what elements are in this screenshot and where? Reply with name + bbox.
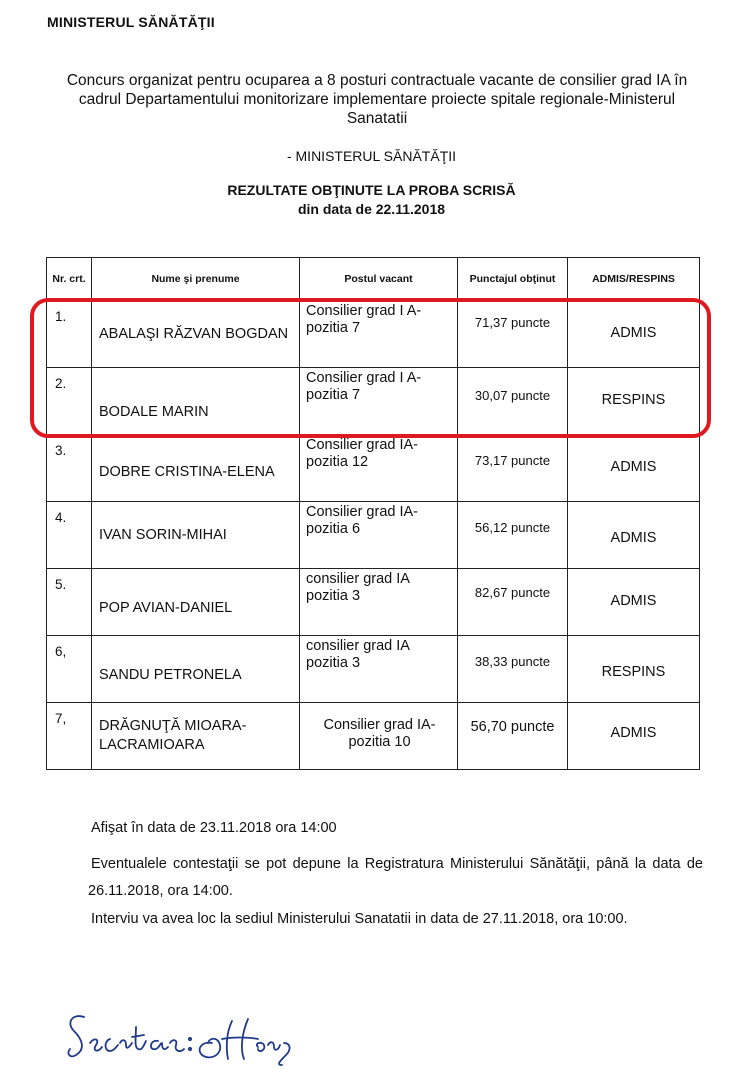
row-result: RESPINS (601, 664, 666, 680)
row-score: 30,07 puncte (474, 388, 551, 403)
contest-text: Eventualele contestaţii se pot depune la Registratura Ministerului Sănătăţii, până la data de (91, 856, 703, 872)
red-highlight-box (30, 298, 711, 438)
row-nr: 2. (55, 376, 67, 391)
row-name: DOBRE CRISTINA-ELENA (99, 463, 275, 480)
table-row (47, 636, 700, 703)
row-score: 56,70 puncte (470, 719, 555, 735)
row-result: RESPINS (601, 392, 666, 408)
row-score: 71,37 puncte (474, 315, 551, 330)
row-post: Consilier grad I A-pozitia 7 (306, 303, 422, 336)
row-score: 56,12 puncte (474, 520, 551, 535)
header-name: Nume şi prenume (92, 258, 300, 301)
results-title-text: REZULTATE OBŢINUTE LA PROBA SCRISĂ (227, 182, 516, 198)
row-name: IVAN SORIN-MIHAI (99, 526, 227, 543)
ministry-header: MINISTERUL SĂNĂTĂŢII (47, 14, 215, 30)
row-post: consilier grad IA pozitia 3 (306, 571, 410, 604)
row-nr: 4. (55, 510, 67, 525)
table-row (47, 703, 700, 770)
row-post: Consilier grad IA-pozitia 12 (306, 437, 419, 470)
header-nr: Nr. crt. (47, 258, 92, 301)
competition-intro: Concurs organizat pentru ocuparea a 8 posturi contractuale vacante de consilier grad IA în cadrul Departamentului monitorizare implementare proiecte spitale regionale-Ministerul Sanatatii (66, 72, 688, 127)
row-nr: 1. (55, 309, 67, 324)
row-result: ADMIS (610, 325, 657, 341)
table-row (47, 569, 700, 636)
row-post: Consilier grad IA-pozitia 10 (323, 717, 436, 750)
table-row (47, 502, 700, 569)
handwritten-signature (62, 1003, 322, 1078)
row-name: DRĂGNUŢĂ MIOARA-LACRAMIOARA (99, 718, 247, 753)
row-score: 73,17 puncte (474, 453, 551, 468)
row-name: SANDU PETRONELA (99, 666, 242, 683)
results-date: din data de 22.11.2018 (297, 201, 446, 217)
interview-text: Interviu va avea loc la sediul Ministerului Sanatatii in data de 27.11.2018, ora 10:00. (91, 911, 628, 927)
table-header-row (47, 258, 700, 301)
row-score: 38,33 puncte (474, 654, 551, 669)
table-row (47, 435, 700, 502)
row-name: BODALE MARIN (99, 403, 209, 420)
row-nr: 5. (55, 577, 67, 592)
row-nr: 3. (55, 443, 67, 458)
posted-date-text: Afişat în data de 23.11.2018 ora 14:00 (91, 820, 337, 836)
row-result: ADMIS (610, 725, 657, 741)
row-name: POP AVIAN-DANIEL (99, 599, 233, 616)
row-score: 82,67 puncte (474, 585, 551, 600)
row-post: Consilier grad I A-pozitia 7 (306, 370, 422, 403)
row-post: consilier grad IA pozitia 3 (306, 638, 410, 671)
row-nr: 7, (55, 711, 67, 726)
row-nr: 6, (55, 644, 67, 659)
row-name: ABALAŞI RĂZVAN BOGDAN (99, 325, 289, 342)
ministry-line: - MINISTERUL SĂNĂTĂŢII (286, 148, 457, 164)
signature-drawing (62, 1003, 322, 1073)
header-score: Punctajul obţinut (458, 258, 568, 301)
row-result: ADMIS (610, 530, 657, 546)
results-title (0, 181, 743, 219)
header-post: Postul vacant (300, 258, 458, 301)
row-post: Consilier grad IA-pozitia 6 (306, 504, 419, 537)
header-result: ADMIS/RESPINS (568, 258, 700, 301)
row-result: ADMIS (610, 459, 657, 475)
row-result: ADMIS (610, 593, 657, 609)
contest-deadline-text: 26.11.2018, ora 14:00. (88, 883, 233, 899)
